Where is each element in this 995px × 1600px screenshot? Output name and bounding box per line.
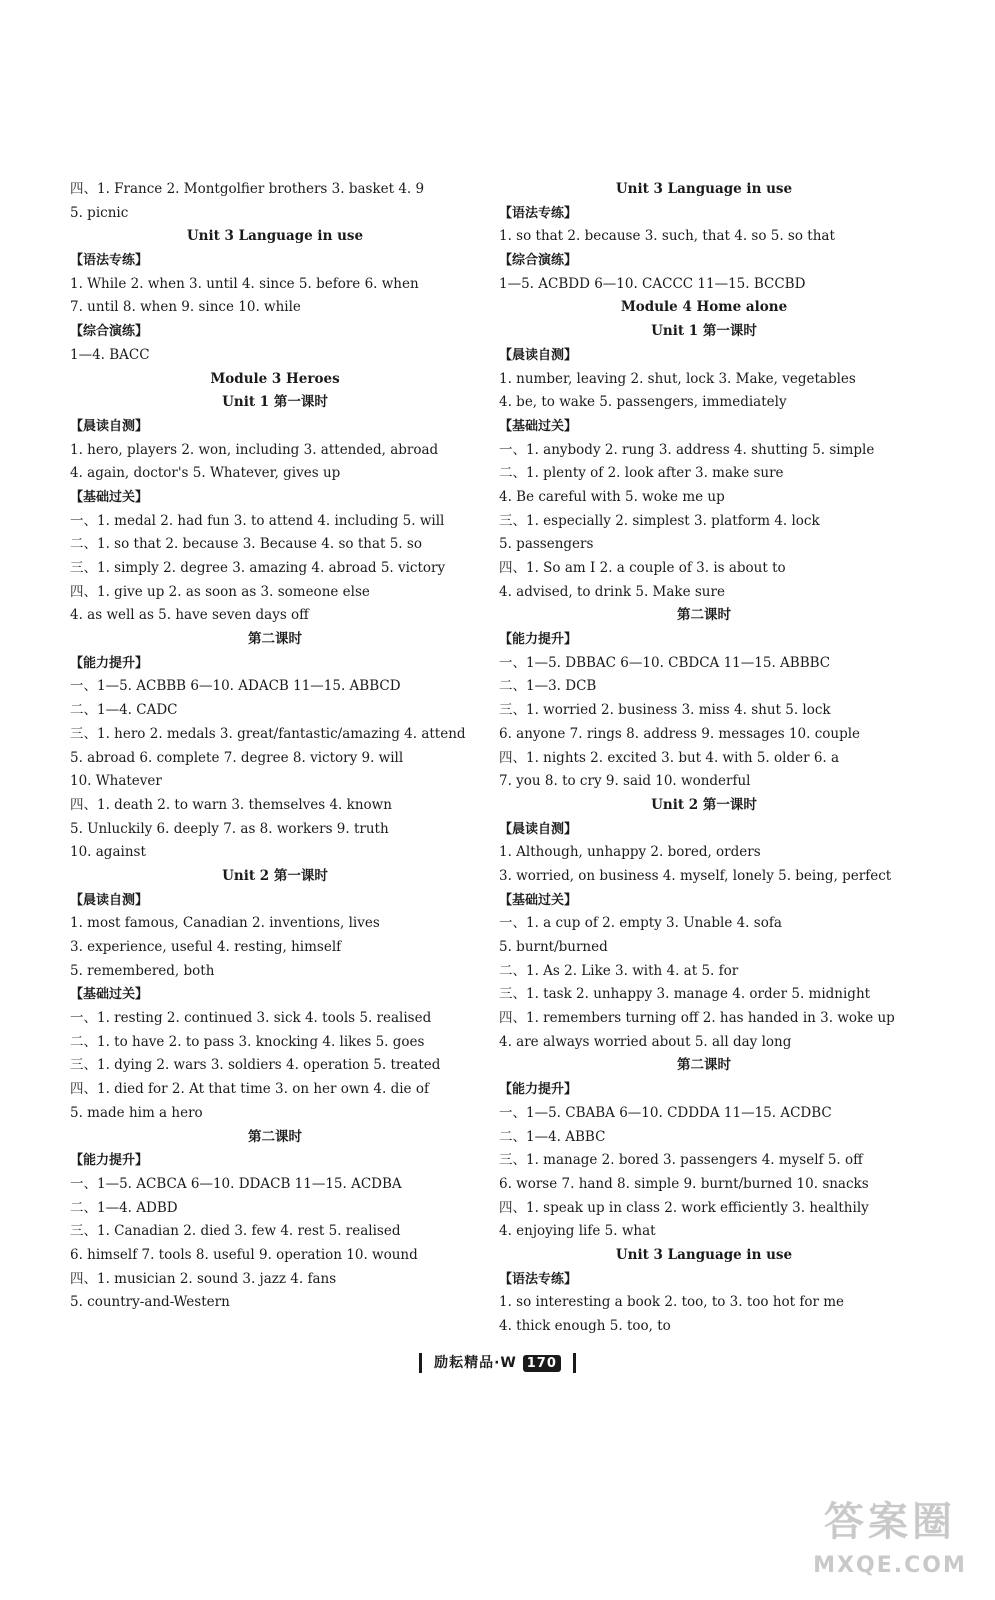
left-answer-line: 5. made him a hero bbox=[70, 1104, 203, 1121]
answer-column-right bbox=[499, 178, 909, 1339]
right-answer-line: 4. Be careful with 5. woke me up bbox=[499, 488, 725, 505]
right-answer-line: 三、1. especially 2. simplest 3. platform 4. lock bbox=[499, 512, 820, 529]
right-answer-line: 1—5. ACBDD 6—10. CACCC 11—15. BCCBD bbox=[499, 275, 806, 292]
right-section-title: Unit 1 第一课时 bbox=[651, 323, 757, 340]
left-answer-line: 1—4. BACC bbox=[70, 346, 150, 363]
left-answer-line: 三、1. simply 2. degree 3. amazing 4. abroad 5. victory bbox=[70, 560, 446, 576]
right-answer-line: 1. number, leaving 2. shut, lock 3. Make, vegetables bbox=[499, 370, 856, 387]
right-answer-line: 四、1. So am I 2. a couple of 3. is about to bbox=[499, 560, 786, 576]
left-section-heading: 【能力提升】 bbox=[70, 655, 149, 671]
left-section-heading: 【语法专练】 bbox=[70, 253, 149, 269]
left-answer-line: 4. as well as 5. have seven days off bbox=[70, 607, 309, 624]
right-answer-line: 二、1—3. DCB bbox=[499, 678, 597, 695]
left-answer-line: 4. again, doctor's 5. Whatever, gives up bbox=[70, 465, 341, 482]
right-answer-line: 四、1. remembers turning off 2. has handed in 3. woke up bbox=[499, 1010, 895, 1027]
left-answer-line: 三、1. Canadian 2. died 3. few 4. rest 5. realised bbox=[70, 1223, 401, 1240]
footer-bar-right bbox=[573, 1353, 576, 1373]
right-section-title: Module 4 Home alone bbox=[620, 299, 788, 316]
right-answer-line: 一、1. anybody 2. rung 3. address 4. shutting 5. simple bbox=[499, 441, 875, 458]
right-answer-line: 4. be, to wake 5. passengers, immediately bbox=[499, 394, 787, 411]
left-answer-line: 一、1. medal 2. had fun 3. to attend 4. including 5. will bbox=[70, 512, 445, 529]
left-answer-line: 一、1. resting 2. continued 3. sick 4. tools 5. realised bbox=[70, 1010, 432, 1027]
left-section-title: 第二课时 bbox=[248, 1128, 302, 1145]
left-section-title: 第二课时 bbox=[248, 631, 302, 648]
left-section-title: Unit 2 第一课时 bbox=[222, 867, 328, 884]
right-answer-line: 一、1—5. DBBAC 6—10. CBDCA 11—15. ABBBC bbox=[499, 654, 831, 671]
left-answer-line: 二、1—4. CADC bbox=[70, 702, 178, 719]
left-section-heading: 【晨读自测】 bbox=[70, 418, 149, 434]
right-section-title: 第二课时 bbox=[677, 1057, 731, 1074]
right-answer-line: 三、1. manage 2. bored 3. passengers 4. myself 5. off bbox=[499, 1152, 863, 1169]
left-section-title: Module 3 Heroes bbox=[210, 370, 340, 387]
left-answer-line: 10. against bbox=[70, 844, 146, 861]
right-answer-line: 5. burnt/burned bbox=[499, 939, 608, 955]
left-answer-line: 5. country-and-Western bbox=[70, 1294, 230, 1311]
site-watermark bbox=[805, 1492, 975, 1592]
right-answer-line: 7. you 8. to cry 9. said 10. wonderful bbox=[499, 773, 751, 790]
left-answer-line: 5. picnic bbox=[70, 204, 129, 221]
footer-brand: 励耘精品·W bbox=[434, 1355, 517, 1371]
right-answer-line: 4. are always worried about 5. all day long bbox=[499, 1033, 792, 1050]
right-answer-line: 三、1. task 2. unhappy 3. manage 4. order 5. midnight bbox=[499, 986, 871, 1003]
right-answer-line: 3. worried, on business 4. myself, lonely 5. being, perfect bbox=[499, 867, 892, 884]
answer-column-left bbox=[70, 178, 480, 1315]
right-answer-line: 一、1—5. CBABA 6—10. CDDDA 11—15. ACDBC bbox=[499, 1104, 832, 1121]
left-section-heading: 【能力提升】 bbox=[70, 1153, 149, 1169]
right-answer-line: 1. so that 2. because 3. such, that 4. so 5. so that bbox=[499, 228, 835, 245]
right-answer-line: 5. passengers bbox=[499, 536, 594, 553]
right-answer-line: 四、1. speak up in class 2. work efficiently 3. healthily bbox=[499, 1199, 869, 1216]
left-answer-line: 5. Unluckily 6. deeply 7. as 8. workers 9. truth bbox=[70, 820, 389, 837]
left-answer-line: 四、1. died for 2. At that time 3. on her own 4. die of bbox=[70, 1081, 429, 1098]
left-answer-line: 1. most famous, Canadian 2. inventions, lives bbox=[70, 915, 380, 932]
right-section-heading: 【能力提升】 bbox=[499, 1082, 578, 1098]
left-answer-line: 10. Whatever bbox=[70, 773, 162, 790]
left-section-title: Unit 1 第一课时 bbox=[222, 394, 328, 411]
right-section-title: Unit 3 Language in use bbox=[615, 181, 793, 197]
left-answer-line: 三、1. hero 2. medals 3. great/fantastic/amazing 4. attend bbox=[70, 725, 466, 742]
right-section-title: Unit 2 第一课时 bbox=[651, 796, 757, 813]
watermark-logo-text: 答案圈 bbox=[824, 1499, 956, 1545]
right-answer-line: 1. so interesting a book 2. too, to 3. too hot for me bbox=[499, 1294, 845, 1311]
footer-bar-left bbox=[419, 1353, 422, 1373]
right-answer-line: 二、1—4. ABBC bbox=[499, 1128, 606, 1145]
left-answer-line: 三、1. dying 2. wars 3. soldiers 4. operation 5. treated bbox=[70, 1057, 441, 1074]
left-section-heading: 【基础过关】 bbox=[70, 489, 149, 505]
left-answer-line: 一、1—5. ACBBB 6—10. ADACB 11—15. ABBCD bbox=[70, 678, 401, 695]
right-section-title: Unit 3 Language in use bbox=[615, 1246, 793, 1263]
right-section-heading: 【能力提升】 bbox=[499, 632, 578, 648]
left-answer-line: 一、1—5. ACBCA 6—10. DDACB 11—15. ACDBA bbox=[70, 1175, 402, 1192]
right-answer-line: 二、1. plenty of 2. look after 3. make sure bbox=[499, 465, 784, 482]
right-section-heading: 【综合演练】 bbox=[499, 253, 578, 269]
right-section-heading: 【语法专练】 bbox=[499, 205, 578, 221]
right-answer-line: 一、1. a cup of 2. empty 3. Unable 4. sofa bbox=[499, 915, 782, 932]
right-answer-line: 6. anyone 7. rings 8. address 9. messages 10. couple bbox=[499, 725, 861, 742]
page-footer bbox=[0, 1352, 995, 1373]
left-section-heading: 【综合演练】 bbox=[70, 324, 149, 340]
right-section-heading: 【基础过关】 bbox=[499, 892, 578, 908]
page-number: 170 bbox=[523, 1355, 561, 1372]
left-answer-line: 四、1. death 2. to warn 3. themselves 4. known bbox=[70, 796, 392, 813]
right-answer-line: 1. Although, unhappy 2. bored, orders bbox=[499, 844, 761, 861]
right-answer-line: 三、1. worried 2. business 3. miss 4. shut 5. lock bbox=[499, 702, 831, 719]
right-answer-line: 4. enjoying life 5. what bbox=[499, 1223, 656, 1240]
left-section-title: Unit 3 Language in use bbox=[186, 228, 364, 245]
left-answer-line: 二、1—4. ADBD bbox=[70, 1199, 178, 1216]
right-answer-line: 4. thick enough 5. too, to bbox=[499, 1318, 671, 1334]
left-answer-line: 1. While 2. when 3. until 4. since 5. before 6. when bbox=[70, 275, 419, 292]
left-answer-line: 四、1. give up 2. as soon as 3. someone else bbox=[70, 583, 370, 600]
left-answer-line: 6. himself 7. tools 8. useful 9. operation 10. wound bbox=[70, 1246, 418, 1263]
right-answer-line: 二、1. As 2. Like 3. with 4. at 5. for bbox=[499, 962, 739, 979]
left-section-heading: 【晨读自测】 bbox=[70, 892, 149, 908]
left-answer-line: 5. remembered, both bbox=[70, 962, 215, 979]
left-answer-line: 1. hero, players 2. won, including 3. attended, abroad bbox=[70, 441, 439, 458]
left-answer-line: 二、1. to have 2. to pass 3. knocking 4. likes 5. goes bbox=[70, 1033, 425, 1050]
left-answer-line: 3. experience, useful 4. resting, himself bbox=[70, 939, 342, 955]
right-section-heading: 【基础过关】 bbox=[499, 418, 578, 434]
right-answer-line: 4. advised, to drink 5. Make sure bbox=[499, 583, 725, 600]
left-answer-line: 四、1. France 2. Montgolfier brothers 3. basket 4. 9 bbox=[70, 181, 425, 197]
right-answer-line: 四、1. nights 2. excited 3. but 4. with 5. older 6. a bbox=[499, 749, 840, 766]
right-section-heading: 【语法专练】 bbox=[499, 1271, 578, 1287]
right-answer-line: 6. worse 7. hand 8. simple 9. burnt/burned 10. snacks bbox=[499, 1175, 869, 1192]
left-section-heading: 【基础过关】 bbox=[70, 987, 149, 1003]
left-answer-line: 7. until 8. when 9. since 10. while bbox=[70, 299, 301, 316]
left-answer-line: 四、1. musician 2. sound 3. jazz 4. fans bbox=[70, 1270, 337, 1287]
watermark-url: MXQE.COM bbox=[813, 1553, 967, 1578]
right-section-heading: 【晨读自测】 bbox=[499, 347, 578, 363]
left-answer-line: 二、1. so that 2. because 3. Because 4. so that 5. so bbox=[70, 536, 422, 553]
right-section-title: 第二课时 bbox=[677, 607, 731, 624]
right-section-heading: 【晨读自测】 bbox=[499, 821, 578, 837]
left-answer-line: 5. abroad 6. complete 7. degree 8. victory 9. will bbox=[70, 749, 404, 766]
